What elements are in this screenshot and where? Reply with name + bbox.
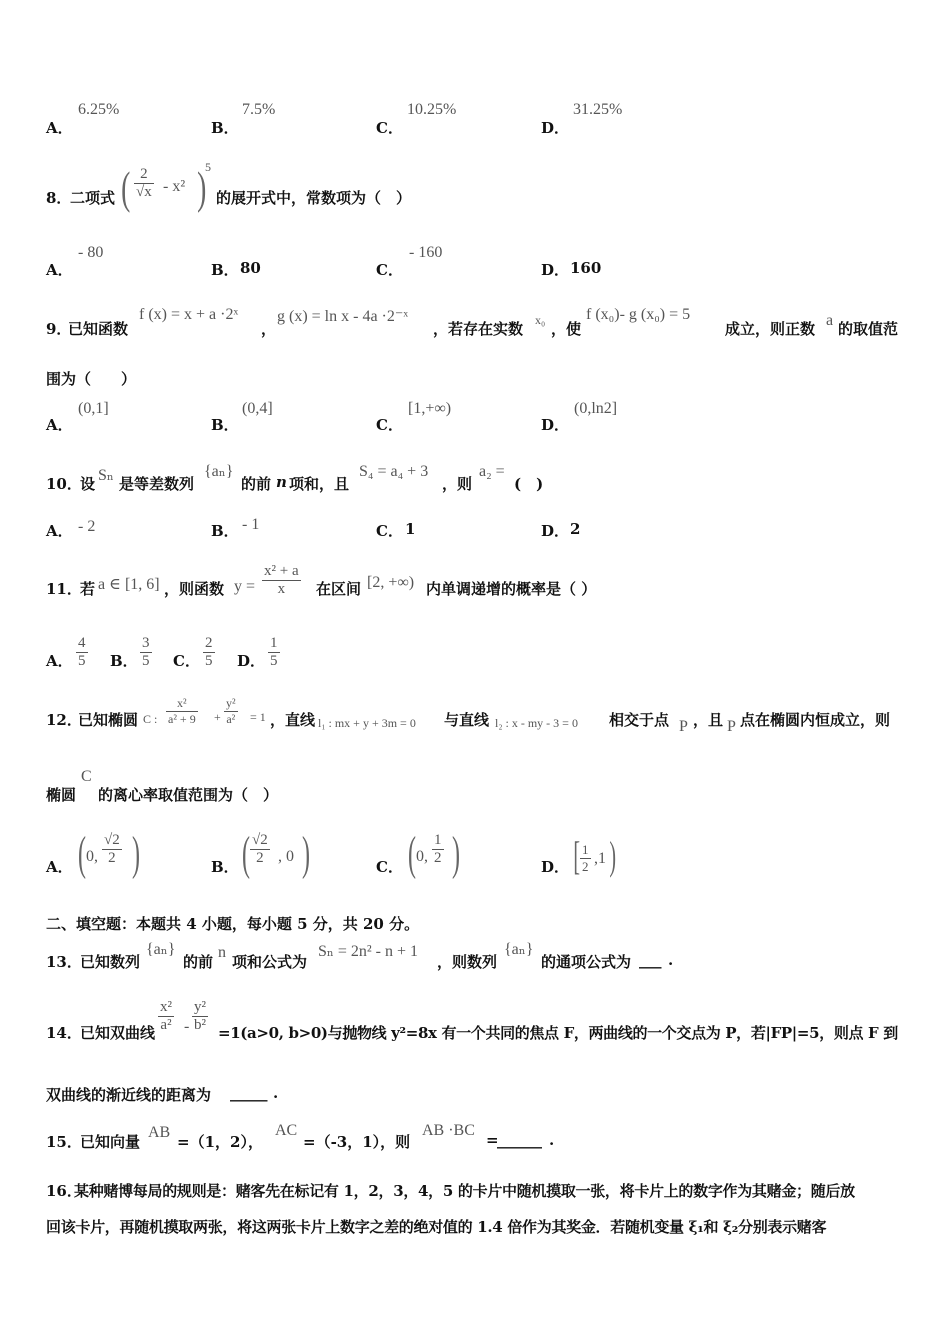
q12-option-a-lparen: ( bbox=[77, 827, 86, 880]
q9-option-b-value: (0,4] bbox=[242, 400, 273, 417]
q9-number: 9． bbox=[46, 320, 72, 338]
q10-text-6: ( ) bbox=[514, 475, 544, 493]
q12-option-b-lparen: ( bbox=[241, 827, 250, 880]
q11-option-d-fraction bbox=[268, 635, 280, 670]
q7-option-d-label[interactable]: D． bbox=[541, 119, 570, 137]
q10-sn: Sₙ bbox=[98, 467, 114, 484]
q11-option-c-label[interactable]: C． bbox=[173, 652, 200, 670]
q11-text-2: ，则函数 bbox=[164, 580, 225, 598]
q15-number: 15． bbox=[46, 1133, 82, 1151]
q12-number: 12． bbox=[46, 711, 82, 729]
q12-text-3: 与直线 bbox=[444, 711, 490, 729]
q12-option-b-den: 2 bbox=[250, 849, 270, 867]
q14-number: 14． bbox=[46, 1024, 82, 1042]
q12-f2-num: y² bbox=[226, 696, 236, 710]
q9-text-2: ，若存在实数 bbox=[433, 320, 524, 338]
q10-option-b-label[interactable]: B． bbox=[211, 522, 239, 540]
q8-option-b-label[interactable]: B． bbox=[211, 261, 239, 279]
q10-option-a-value: - 2 bbox=[78, 518, 96, 535]
q8-option-d-label[interactable]: D． bbox=[541, 261, 570, 279]
q16-line-2: 回该卡片，再随机摸取两张，将这两张卡片上数字之差的绝对值的 1.4 倍作为其奖金．若随机变量 ξ₁和 ξ₂分别表示赌客 bbox=[46, 1218, 827, 1236]
q10-text-1: 设 bbox=[80, 475, 96, 493]
q10-condition: S₄ = a₄ + 3 bbox=[359, 463, 429, 480]
q8-fraction bbox=[134, 166, 154, 201]
q12-text-1: 已知椭圆 bbox=[78, 711, 139, 729]
q11-option-a-fraction bbox=[76, 635, 88, 670]
q12-option-d-den: 2 bbox=[582, 859, 589, 874]
q9-comma: ， bbox=[261, 320, 277, 338]
q12-p-2: P bbox=[727, 718, 736, 735]
q14-f1-den: a² bbox=[158, 1016, 174, 1034]
q12-c-label: C : bbox=[143, 712, 158, 726]
q10-text-4: 项和，且 bbox=[289, 475, 350, 493]
q11-option-d-num: 1 bbox=[270, 635, 278, 651]
q15-end: . bbox=[549, 1131, 555, 1149]
q11-condition: a ∈ [1, 6] bbox=[98, 576, 160, 593]
q10-option-c-label[interactable]: C． bbox=[376, 522, 403, 540]
q9-option-a-label[interactable]: A． bbox=[46, 416, 73, 434]
q12-option-c-fraction bbox=[432, 832, 444, 867]
q15-vector-ac: AC bbox=[275, 1122, 298, 1139]
q11-option-d-label[interactable]: D． bbox=[237, 652, 266, 670]
q12-option-b-post: , 0 bbox=[278, 848, 294, 865]
q9-option-a-value: (0,1] bbox=[78, 400, 109, 417]
q12-option-d-post: ,1 bbox=[594, 850, 606, 867]
q7-option-b-value: 7.5% bbox=[242, 101, 276, 118]
q14-fraction-2 bbox=[192, 999, 208, 1034]
q8-option-a-value: - 80 bbox=[78, 244, 104, 261]
q12-option-a-den: 2 bbox=[102, 849, 122, 867]
q8-frac-num: 2 bbox=[140, 166, 148, 182]
q12-p: P bbox=[679, 718, 688, 735]
q7-option-b-label[interactable]: B． bbox=[211, 119, 239, 137]
q13-number: 13． bbox=[46, 953, 82, 971]
q9-text-3: ，使 bbox=[551, 320, 582, 338]
q12-option-b-label[interactable]: B． bbox=[211, 858, 239, 876]
q9-f-def: f (x) = x + a ·2ˣ bbox=[139, 306, 239, 323]
q14-f2-num: y² bbox=[194, 999, 206, 1015]
q13-text-1: 已知数列 bbox=[80, 953, 141, 971]
q12-text-2: ，直线 bbox=[270, 711, 316, 729]
q11-text-4: 内单调递增的概率是（ ） bbox=[426, 580, 597, 598]
q9-x0: x₀ bbox=[535, 313, 546, 327]
q12-line-2b: 的离心率取值范围为（ ） bbox=[98, 786, 279, 804]
q15-text-4: = bbox=[486, 1131, 499, 1149]
q13-an: {aₙ} bbox=[146, 941, 176, 958]
q11-option-b-fraction bbox=[140, 635, 152, 670]
q15-text-3: =（-3，1），则 bbox=[303, 1133, 411, 1151]
q10-n: n bbox=[276, 473, 287, 491]
q8-prefix: 二项式 bbox=[70, 189, 116, 207]
q13-text-2: 的前 bbox=[183, 953, 214, 971]
q8-option-d-value: 160 bbox=[570, 259, 602, 277]
q11-frac-num: x² + a bbox=[264, 563, 299, 579]
q16-line-1: 某种赌博每局的规则是：赌客先在标记有 1，2，3，4，5 的卡片中随机摸取一张，将卡片上的数字作为其赌金；随后放 bbox=[74, 1182, 855, 1200]
q12-fraction-1 bbox=[166, 696, 198, 727]
q8-minus-x2: - x² bbox=[163, 178, 186, 195]
q9-g-def: g (x) = ln x - 4a ·2⁻ˣ bbox=[277, 308, 408, 325]
q12-option-d-fraction bbox=[580, 842, 591, 875]
q11-frac-den: x bbox=[262, 580, 301, 598]
q11-option-a-num: 4 bbox=[78, 635, 86, 651]
q15-vector-ab-bc: AB ·BC bbox=[422, 1122, 475, 1139]
q8-option-b-value: 80 bbox=[240, 259, 261, 277]
q7-option-a-label[interactable]: A． bbox=[46, 119, 73, 137]
q14-f1-num: x² bbox=[160, 999, 172, 1015]
q10-option-d-label[interactable]: D． bbox=[541, 522, 570, 540]
q15-blank[interactable]: ______ bbox=[497, 1131, 542, 1149]
q7-option-d-value: 31.25% bbox=[573, 101, 623, 118]
q12-line-2a: 椭圆 bbox=[46, 786, 77, 804]
q14-end: . bbox=[273, 1084, 279, 1102]
q13-text-5: 的通项公式为 bbox=[541, 953, 632, 971]
q11-text-1: 若 bbox=[80, 580, 96, 598]
q7-option-a-value: 6.25% bbox=[78, 101, 120, 118]
q11-interval: [2, +∞) bbox=[367, 574, 415, 591]
q12-option-c-den: 2 bbox=[434, 850, 442, 866]
q15-vector-ab: AB bbox=[148, 1124, 171, 1141]
q12-option-b-num: √2 bbox=[252, 832, 268, 848]
q11-number: 11． bbox=[46, 580, 82, 598]
q8-right-paren: ) bbox=[197, 162, 207, 213]
q9-text-4: 成立，则正数 bbox=[725, 320, 816, 338]
q12-fraction-2 bbox=[224, 696, 238, 727]
q9-option-c-label[interactable]: C． bbox=[376, 416, 403, 434]
q9-text-5: 的取值范 bbox=[838, 320, 899, 338]
q15-text-1: 已知向量 bbox=[80, 1133, 141, 1151]
q8-left-paren: ( bbox=[121, 162, 131, 213]
q11-option-c-num: 2 bbox=[205, 635, 213, 651]
q13-text-3: 项和公式为 bbox=[232, 953, 308, 971]
q12-option-c-num: 1 bbox=[434, 832, 442, 848]
q13-text-4: ，则数列 bbox=[437, 953, 498, 971]
q10-text-3: 的前 bbox=[241, 475, 272, 493]
q9-a: a bbox=[826, 312, 834, 329]
q10-text-5: ，则 bbox=[442, 475, 473, 493]
section-2-heading: 二、填空题：本题共 4 小题，每小题 5 分，共 20 分。 bbox=[46, 915, 420, 933]
q12-line-l1: l₁ : mx + y + 3m = 0 bbox=[318, 716, 416, 730]
q9-text-1: 已知函数 bbox=[68, 320, 129, 338]
q11-option-a-label[interactable]: A． bbox=[46, 652, 73, 670]
q12-option-c-pre: 0, bbox=[416, 848, 428, 865]
q12-f1-num: x² bbox=[177, 696, 187, 710]
q8-option-a-label[interactable]: A． bbox=[46, 261, 73, 279]
q12-f2-den: a² bbox=[224, 711, 238, 727]
q11-option-b-den: 5 bbox=[142, 653, 150, 669]
q11-text-3: 在区间 bbox=[316, 580, 362, 598]
q10-a2: a₂ = bbox=[479, 463, 505, 480]
q14-blank[interactable]: _____ bbox=[230, 1084, 268, 1102]
q12-option-a-num: √2 bbox=[104, 832, 120, 848]
q15-text-2: =（1，2）， bbox=[177, 1133, 263, 1151]
q8-number: 8． bbox=[46, 189, 72, 207]
q14-text-2: =1(a>0, b>0)与抛物线 y²=8x 有一个共同的焦点 F，两曲线的一个交点为 P，若|FP|=5，则点 F 到 bbox=[218, 1024, 898, 1042]
q12-line-l2: l₂ : x - my - 3 = 0 bbox=[495, 716, 578, 730]
q9-condition: f (x₀)- g (x₀) = 5 bbox=[586, 306, 691, 323]
q12-option-b-fraction bbox=[250, 832, 270, 867]
q11-option-a-den: 5 bbox=[78, 653, 86, 669]
q12-option-d-lbracket: [ bbox=[573, 833, 580, 878]
q13-blank[interactable]: ___ bbox=[639, 951, 662, 969]
q8-exponent: 5 bbox=[205, 160, 211, 174]
q10-option-c-value: 1 bbox=[405, 520, 416, 538]
q9-line-2: 围为（ ） bbox=[46, 370, 137, 388]
q14-fraction-1 bbox=[158, 999, 174, 1034]
q12-option-b-rparen: ) bbox=[301, 827, 310, 880]
q11-option-b-label[interactable]: B． bbox=[110, 652, 138, 670]
q16-number: 16． bbox=[46, 1182, 82, 1200]
q14-text-1: 已知双曲线 bbox=[80, 1024, 156, 1042]
q11-option-d-den: 5 bbox=[270, 653, 278, 669]
q12-option-c-lparen: ( bbox=[407, 827, 416, 880]
q12-plus: + bbox=[214, 710, 221, 724]
q12-option-d-num: 1 bbox=[582, 842, 589, 857]
q14-minus: - bbox=[184, 1018, 190, 1035]
q14-f2-den: b² bbox=[194, 1017, 206, 1033]
q13-n: n bbox=[218, 944, 226, 961]
q14-line-2: 双曲线的渐近线的距离为 bbox=[46, 1086, 212, 1104]
q10-text-2: 是等差数列 bbox=[119, 475, 195, 493]
q12-option-a-fraction bbox=[102, 832, 122, 867]
q12-option-d-label[interactable]: D． bbox=[541, 858, 570, 876]
q13-end: . bbox=[668, 951, 674, 969]
q12-text-4: 相交于点 bbox=[609, 711, 670, 729]
q8-option-c-label[interactable]: C． bbox=[376, 261, 403, 279]
q12-option-c-rparen: ) bbox=[451, 827, 460, 880]
q10-number: 10． bbox=[46, 475, 82, 493]
q9-option-d-label[interactable]: D． bbox=[541, 416, 570, 434]
q8-option-c-value: - 160 bbox=[409, 244, 443, 261]
q8-frac-den: √x bbox=[136, 184, 152, 200]
q12-option-c-label[interactable]: C． bbox=[376, 858, 403, 876]
q10-option-a-label[interactable]: A． bbox=[46, 522, 73, 540]
q12-text-6: 点在椭圆内恒成立，则 bbox=[740, 711, 891, 729]
q13-sn: Sₙ = 2n² - n + 1 bbox=[318, 943, 418, 960]
q12-text-5: ，且 bbox=[693, 711, 724, 729]
q13-an-2: {aₙ} bbox=[504, 941, 534, 958]
q11-option-c-fraction bbox=[203, 635, 215, 670]
q11-option-b-num: 3 bbox=[142, 635, 150, 651]
q12-option-a-label[interactable]: A． bbox=[46, 858, 73, 876]
q10-option-d-value: 2 bbox=[570, 520, 581, 538]
q12-c: C bbox=[81, 768, 92, 785]
q9-option-c-value: [1,+∞) bbox=[408, 400, 452, 417]
q9-option-d-value: (0,ln2] bbox=[574, 400, 618, 417]
q11-y: y = bbox=[234, 578, 256, 595]
q12-option-a-pre: 0, bbox=[86, 848, 98, 865]
q12-f1-den: a² + 9 bbox=[168, 712, 196, 726]
q8-suffix: 的展开式中，常数项为（ ） bbox=[216, 189, 412, 207]
q12-option-a-rparen: ) bbox=[131, 827, 140, 880]
q11-option-c-den: 5 bbox=[205, 653, 213, 669]
q7-option-c-value: 10.25% bbox=[407, 101, 457, 118]
q12-option-d-rparen: ) bbox=[609, 833, 616, 878]
q10-an: {aₙ} bbox=[204, 463, 234, 480]
q10-option-b-value: - 1 bbox=[242, 516, 260, 533]
q9-option-b-label[interactable]: B． bbox=[211, 416, 239, 434]
q7-option-c-label[interactable]: C． bbox=[376, 119, 403, 137]
q12-eq-1: = 1 bbox=[250, 710, 266, 724]
q11-function-fraction bbox=[262, 563, 301, 598]
